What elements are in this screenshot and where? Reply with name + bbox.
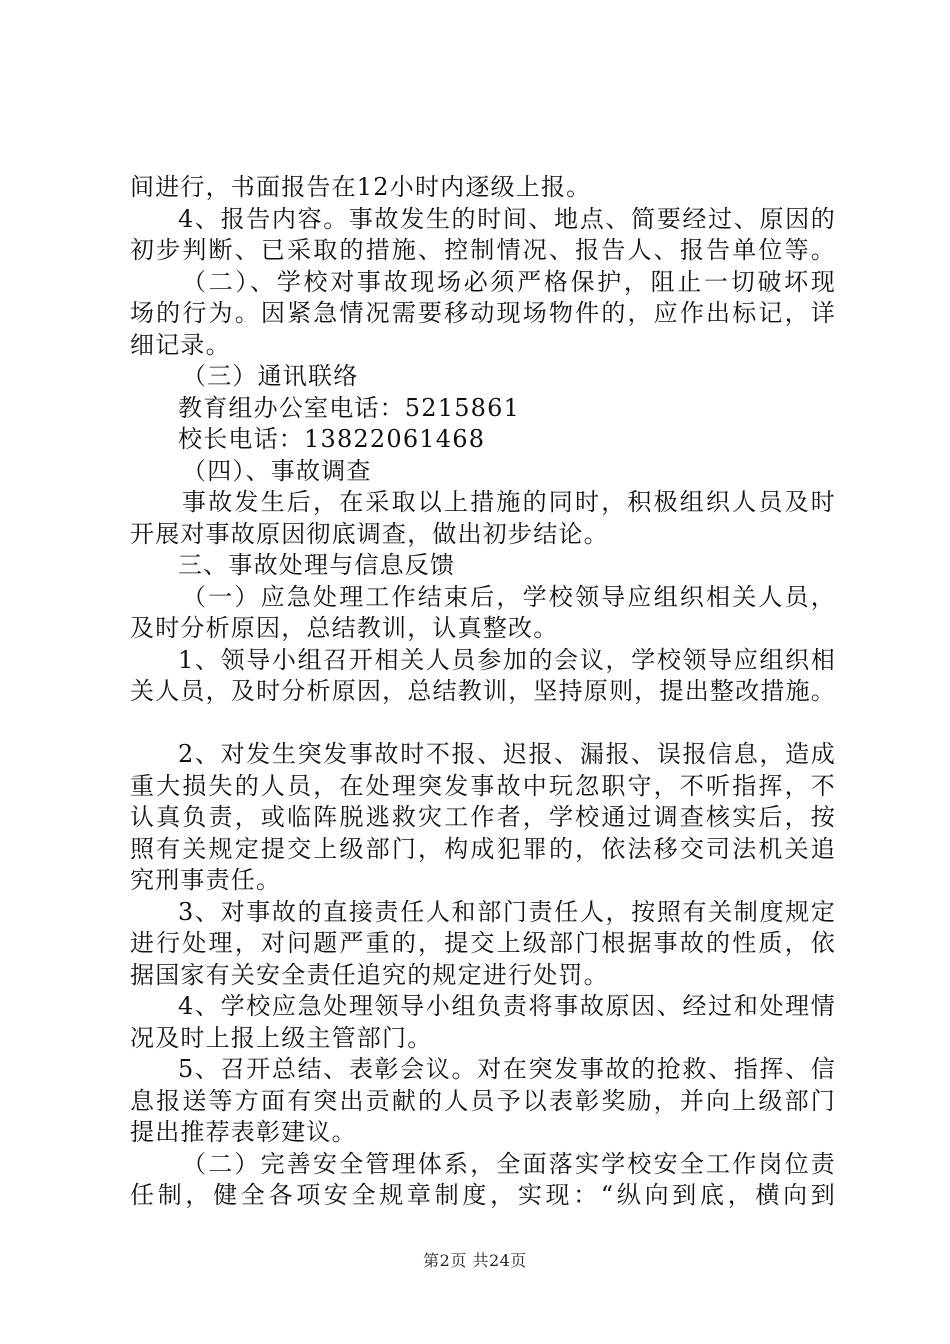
text-line: 认真负责，或临阵脱逃救灾工作者，学校通过调查核实后，按	[130, 803, 836, 831]
paragraph-gap	[130, 708, 836, 740]
text-line: （二）完善安全管理体系，全面落实学校安全工作岗位责	[182, 1149, 836, 1178]
text-line: 进行处理，对问题严重的，提交上级部门根据事故的性质，依	[130, 929, 836, 957]
text-line: 细记录。	[130, 330, 231, 359]
text-line: 事故发生后，在采取以上措施的同时，积极组织人员及时	[182, 488, 836, 516]
text-line: 重大损失的人员，在处理突发事故中玩忽职守，不听指挥，不	[130, 771, 836, 800]
section-heading: 三、事故处理与信息反馈	[178, 551, 456, 579]
text-line: （一）应急处理工作结束后，学校领导应组织相关人员，	[182, 582, 836, 611]
text-line: 3、对事故的直接责任人和部门责任人，按照有关制度规定	[178, 897, 836, 926]
text-line: 任制，健全各项安全规章制度，实现：“纵向到底，横向到	[130, 1181, 836, 1209]
text-line: 提出推荐表彰建议。	[130, 1118, 357, 1146]
page-indicator: 第2页 共24页	[423, 1251, 527, 1270]
text-line: 5、召开总结、表彰会议。对在突发事故的抢救、指挥、信	[178, 1055, 836, 1083]
text-line: 息报送等方面有突出贡献的人员予以表彰奖励，并向上级部门	[130, 1086, 836, 1115]
text-line: 场的行为。因紧急情况需要移动现场物件的，应作出标记，详	[130, 299, 836, 327]
text-line: 开展对事故原因彻底调查，做出初步结论。	[130, 519, 609, 548]
page-footer	[0, 1248, 950, 1271]
text-line: 关人员，及时分析原因，总结教训，坚持原则，提出整改措施。	[130, 677, 836, 705]
text-line: 照有关规定提交上级部门，构成犯罪的，依法移交司法机关追	[130, 834, 836, 863]
text-line: 1、领导小组召开相关人员参加的会议，学校领导应组织相	[178, 645, 836, 674]
section-heading: （四）、事故调查	[182, 456, 372, 485]
text-line: 间进行，书面报告在12小时内逐级上报。	[130, 173, 592, 201]
contact-office-phone: 教育组办公室电话：5215861	[178, 393, 521, 422]
text-line: 2、对发生突发事故时不报、迟报、漏报、误报信息，造成	[178, 740, 836, 768]
text-line: 4、学校应急处理领导小组负责将事故原因、经过和处理情	[178, 992, 836, 1020]
text-line: （二）、学校对事故现场必须严格保护，阻止一切破坏现	[182, 267, 836, 296]
section-heading: （三）通讯联络	[182, 362, 359, 390]
text-line: 及时分析原因，总结教训，认真整改。	[130, 614, 559, 642]
text-line: 据国家有关安全责任追究的规定进行处罚。	[130, 960, 609, 989]
contact-principal-phone: 校长电话：13822061468	[178, 425, 486, 453]
text-line: 初步判断、已采取的措施、控制情况、报告人、报告单位等。	[130, 236, 836, 264]
text-line: 况及时上报上级主管部门。	[130, 1023, 433, 1052]
text-line: 4、报告内容。事故发生的时间、地点、简要经过、原因的	[178, 204, 836, 233]
text-line: 究刑事责任。	[130, 866, 282, 894]
document-body	[130, 172, 836, 1212]
